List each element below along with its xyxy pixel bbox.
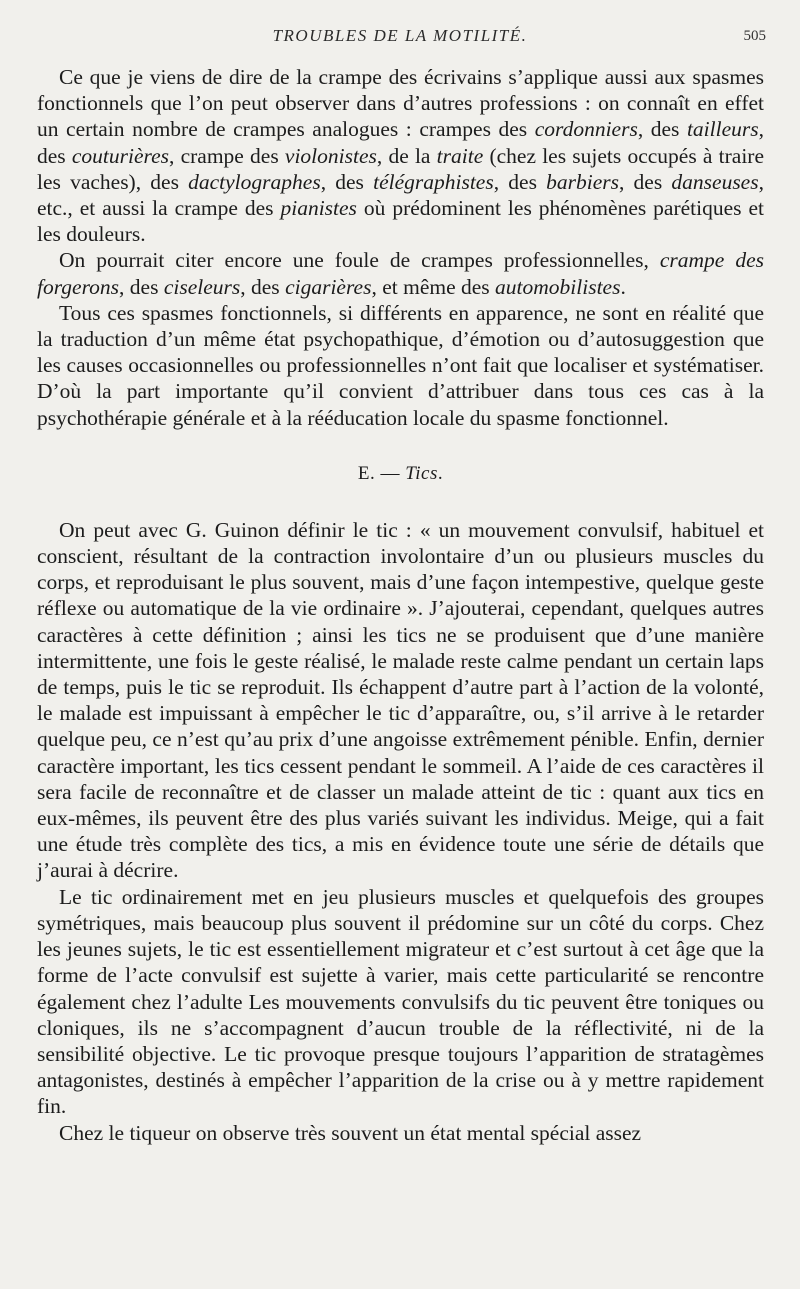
italic-term: traite bbox=[436, 143, 484, 168]
text-run: (chez les sujets occupés à traire les vaches), des bbox=[37, 143, 764, 194]
italic-term: barbiers bbox=[546, 169, 619, 194]
italic-term: crampe des forgerons bbox=[37, 248, 764, 299]
text-run: Tous ces spasmes fonctionnels, si différents en apparence, ne sont en réalité que la traduction d’un même état psychopathique, d’émotion ou d’autosuggestion que les causes occasionnelles ou professionnelles n’ont fait que localiser et systématiser. D’où la part importante qu’il convient d’attribuer dans tous ces cas à la psychothérapie générale et à la rééducation locale du spasme fonctionnel. bbox=[37, 300, 764, 430]
text-run: , et même des bbox=[371, 274, 496, 299]
italic-term: télégraphistes bbox=[373, 169, 494, 194]
paragraph bbox=[37, 884, 764, 1120]
text-run: . bbox=[437, 462, 444, 484]
text-run: , des bbox=[493, 169, 547, 194]
text-run: On peut avec G. Guinon définir le tic : « un mouvement convulsif, habituel et conscient, résultant de la contraction involontaire d’un ou plusieurs muscles du corps, et reproduisant le plus souvent, mais d’une façon intempestive, quelque geste réflexe ou automatique de la vie ordinaire ». J’ajouterai, cependant, quelques autres caractères à cette définition ; ainsi les tics ne se produisent que d’une manière intermittente, une fois le geste réalisé, le malade reste calme pendant un certain laps de temps, puis le tic se reproduit. Ils échappent d’autre part à l’action de la volonté, le malade est impuissant à empêcher le tic d’apparaître, ou, s’il arrive à le retarder quelque peu, ce n’est qu’au prix d’une angoisse extrêmement pénible. Enfin, dernier caractère important, les tics cessent pendant le sommeil. A l’aide de ces caractères il sera facile de reconnaître et de classer un malade atteint de tic : quant aux tics en eux-mêmes, ils peuvent être des plus variés suivant les individus. Meige, qui a fait une étude très complète des tics, a mis en évidence toute une série de détails que j’aurai à décrire. bbox=[37, 517, 764, 883]
text-run: , des bbox=[240, 274, 286, 299]
italic-term: couturières bbox=[71, 143, 169, 168]
text-run: , des bbox=[637, 117, 687, 142]
page-header bbox=[0, 26, 800, 50]
text-run: , des bbox=[37, 117, 764, 168]
text-run: où prédominent les phénomènes parétiques et les douleurs. bbox=[37, 196, 765, 247]
italic-term: automobilistes bbox=[495, 274, 621, 299]
italic-term: cordonniers bbox=[534, 117, 638, 142]
text-run: Le tic ordinairement met en jeu plusieurs muscles et quelquefois des groupes symétriques, mais beaucoup plus souvent il prédomine sur un côté du corps. Chez les jeunes sujets, le tic est essentiellement migrateur et c’est surtout à cet âge que la forme de l’acte convulsif est sujette à varier, mais cette particularité se rencontre également chez l’adulte Les mouvements convulsifs du tic peuvent être toniques ou cloniques, ils ne s’accompagnent d’aucun trouble de la réflectivité, ni de la sensibilité objective. Le tic provoque presque toujours l’apparition de stratagèmes antagonistes, destinés à empêcher l’apparition de la crise ou à y mettre rapidement fin. bbox=[37, 884, 764, 1119]
paragraph bbox=[37, 1120, 764, 1146]
italic-term: tailleurs bbox=[686, 117, 759, 142]
running-title: TROUBLES DE LA MOTILITÉ. bbox=[272, 26, 528, 45]
text-run: On pourrait citer encore une foule de crampes professionnelles, bbox=[59, 248, 660, 273]
paragraph bbox=[37, 517, 764, 884]
body-text bbox=[37, 64, 764, 1146]
italic-term: ciseleurs bbox=[163, 274, 241, 299]
italic-term: violonistes bbox=[284, 143, 377, 168]
text-run: , etc., et aussi la crampe des bbox=[37, 169, 764, 221]
text-run: , de la bbox=[376, 143, 437, 168]
text-run: , des bbox=[320, 169, 374, 194]
section-heading bbox=[37, 463, 764, 485]
italic-term: dactylographes bbox=[188, 169, 321, 194]
text-run: , des bbox=[119, 274, 164, 299]
text-run: Chez le tiqueur on observe très souvent un état mental spécial assez bbox=[59, 1120, 642, 1145]
paragraph bbox=[37, 247, 764, 299]
text-run: . bbox=[620, 274, 626, 299]
italic-term: pianistes bbox=[280, 196, 357, 221]
paragraph bbox=[37, 300, 764, 431]
text-run: Ce que je viens de dire de la crampe des écrivains s’applique aussi aux spasmes fonctionnels que l’on peut observer dans d’autres professions : on connaît en effet un certain nombre de crampes analogues : crampes des bbox=[37, 65, 764, 142]
text-run: , crampe des bbox=[169, 143, 285, 168]
italic-term: Tics bbox=[405, 462, 438, 484]
paragraph bbox=[37, 64, 764, 247]
italic-term: cigarières bbox=[285, 274, 372, 299]
page-number: 505 bbox=[743, 28, 766, 44]
text-run: , des bbox=[619, 169, 672, 194]
italic-term: danseuses bbox=[671, 169, 759, 194]
text-run: E. — bbox=[357, 462, 406, 484]
